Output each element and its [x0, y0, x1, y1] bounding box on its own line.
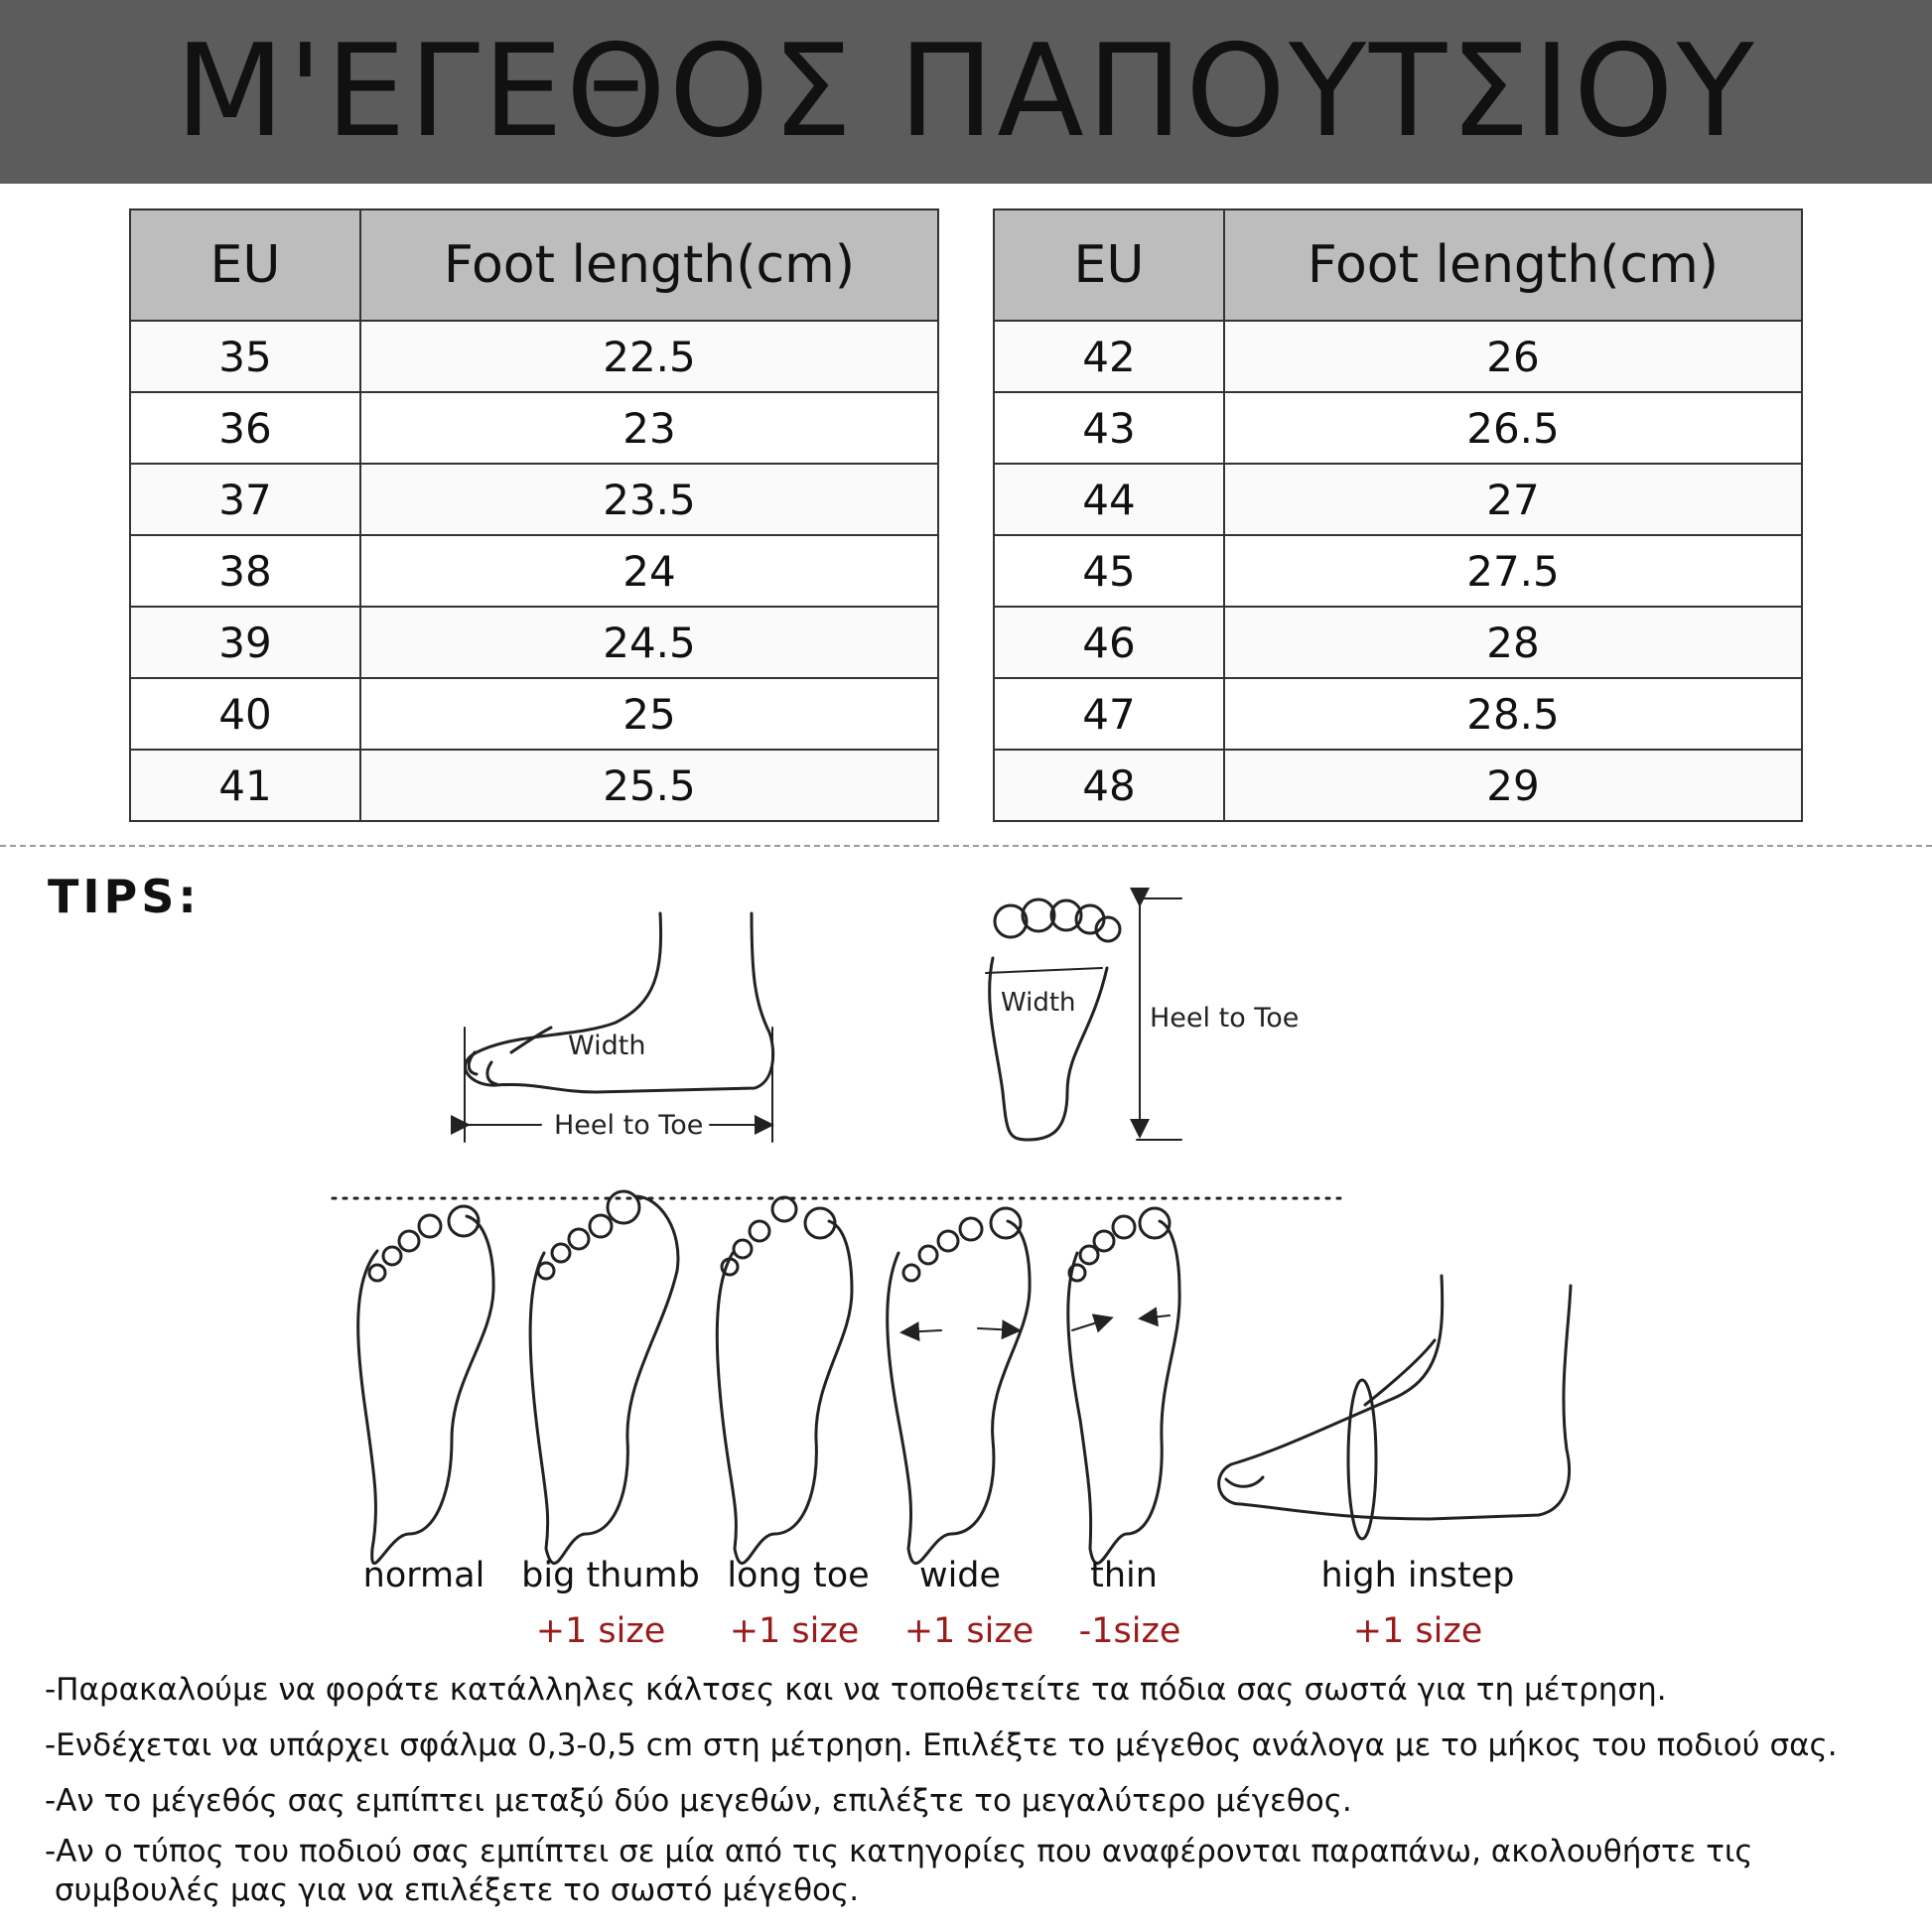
foot-type-label-long-toe: long toe — [727, 1556, 870, 1595]
eu-size-cell: 43 — [994, 392, 1224, 464]
column-header-eu: EU — [130, 209, 360, 321]
top-view-foot-icon — [986, 898, 1181, 1140]
foot-length-cell: 26 — [1224, 321, 1802, 392]
table-row — [130, 535, 938, 607]
foot-type-label-high-instep: high instep — [1320, 1556, 1515, 1595]
table-row — [130, 607, 938, 678]
foot-length-cell: 23.5 — [360, 464, 938, 535]
foot-length-cell: 27 — [1224, 464, 1802, 535]
table-row — [994, 464, 1802, 535]
table-row — [994, 392, 1802, 464]
high-instep-foot-icon — [1219, 1276, 1571, 1539]
side-heel-to-toe-label: Heel to Toe — [554, 1110, 704, 1141]
foot-type-label-big-thumb: big thumb — [521, 1556, 700, 1595]
foot-length-cell: 28 — [1224, 607, 1802, 678]
table-row — [130, 464, 938, 535]
table-header-row — [994, 209, 1802, 321]
eu-size-cell: 36 — [130, 392, 360, 464]
tips-heading: TIPS: — [48, 870, 201, 923]
section-divider — [0, 845, 1932, 847]
size-table-left — [129, 208, 939, 822]
foot-length-cell: 25 — [360, 678, 938, 750]
table-row — [994, 535, 1802, 607]
foot-length-cell: 27.5 — [1224, 535, 1802, 607]
eu-size-cell: 38 — [130, 535, 360, 607]
foot-length-cell: 28.5 — [1224, 678, 1802, 750]
table-row — [130, 321, 938, 392]
eu-size-cell: 35 — [130, 321, 360, 392]
foot-length-cell: 22.5 — [360, 321, 938, 392]
table-row — [130, 392, 938, 464]
note-line: -Παρακαλούμε να φοράτε κατάλληλες κάλτσες και να τοποθετείτε τα πόδια σας σωστά για τη μέτρηση. — [45, 1672, 1667, 1708]
column-header-foot-length: Foot length(cm) — [1224, 209, 1802, 321]
note-line: -Αν το μέγεθός σας εμπίπτει μεταξύ δύο μεγεθών, επιλέξτε το μεγαλύτερο μέγεθος. — [45, 1783, 1352, 1819]
top-heel-to-toe-label: Heel to Toe — [1150, 1003, 1300, 1034]
foot-type-label-normal: normal — [362, 1556, 485, 1595]
foot-type-label-thin: thin — [1090, 1556, 1158, 1595]
eu-size-cell: 39 — [130, 607, 360, 678]
foot-length-cell: 23 — [360, 392, 938, 464]
size-adjust-wide: +1 size — [903, 1611, 1035, 1651]
long-toe-foot-icon — [717, 1197, 852, 1564]
eu-size-cell: 41 — [130, 750, 360, 821]
side-width-label: Width — [568, 1031, 646, 1061]
foot-length-cell: 24 — [360, 535, 938, 607]
page-title: Μ'ΕΓΕΘΟΣ ΠΑΠΟΥΤΣΙΟΥ — [175, 17, 1757, 166]
table-row — [130, 678, 938, 750]
foot-length-cell: 26.5 — [1224, 392, 1802, 464]
table-row — [130, 750, 938, 821]
size-adjust-long-toe: +1 size — [729, 1611, 860, 1651]
table-header-row — [130, 209, 938, 321]
foot-length-cell: 24.5 — [360, 607, 938, 678]
top-width-label: Width — [1001, 988, 1076, 1018]
big-thumb-foot-icon — [530, 1191, 678, 1564]
eu-size-cell: 45 — [994, 535, 1224, 607]
table-row — [994, 678, 1802, 750]
wide-foot-icon — [888, 1208, 1030, 1564]
title-banner — [0, 0, 1932, 184]
eu-size-cell: 37 — [130, 464, 360, 535]
thin-foot-icon — [1068, 1208, 1179, 1564]
size-adjust-big-thumb: +1 size — [535, 1611, 666, 1651]
foot-length-cell: 25.5 — [360, 750, 938, 821]
eu-size-cell: 48 — [994, 750, 1224, 821]
column-header-eu: EU — [994, 209, 1224, 321]
eu-size-cell: 42 — [994, 321, 1224, 392]
note-line: συμβουλές μας για να επιλέξετε το σωστό μέγεθος. — [45, 1872, 860, 1908]
table-row — [994, 321, 1802, 392]
foot-type-label-wide: wide — [918, 1556, 1002, 1595]
foot-length-cell: 29 — [1224, 750, 1802, 821]
eu-size-cell: 47 — [994, 678, 1224, 750]
table-row — [994, 750, 1802, 821]
side-view-foot-icon — [465, 913, 773, 1142]
size-adjust-high-instep: +1 size — [1352, 1611, 1483, 1651]
normal-foot-icon — [358, 1206, 493, 1564]
eu-size-cell: 46 — [994, 607, 1224, 678]
table-row — [994, 607, 1802, 678]
eu-size-cell: 44 — [994, 464, 1224, 535]
note-line: -Ενδέχεται να υπάρχει σφάλμα 0,3-0,5 cm στη μέτρηση. Επιλέξτε το μέγεθος ανάλογα με το μήκος του ποδιού σας. — [45, 1727, 1838, 1763]
size-table-right — [993, 208, 1803, 822]
size-adjust-thin: -1size — [1078, 1611, 1181, 1651]
note-line: -Αν ο τύπος του ποδιού σας εμπίπτει σε μία από τις κατηγορίες που αναφέρονται παραπάνω, ακολουθήστε τις — [45, 1834, 1753, 1869]
column-header-foot-length: Foot length(cm) — [360, 209, 938, 321]
eu-size-cell: 40 — [130, 678, 360, 750]
